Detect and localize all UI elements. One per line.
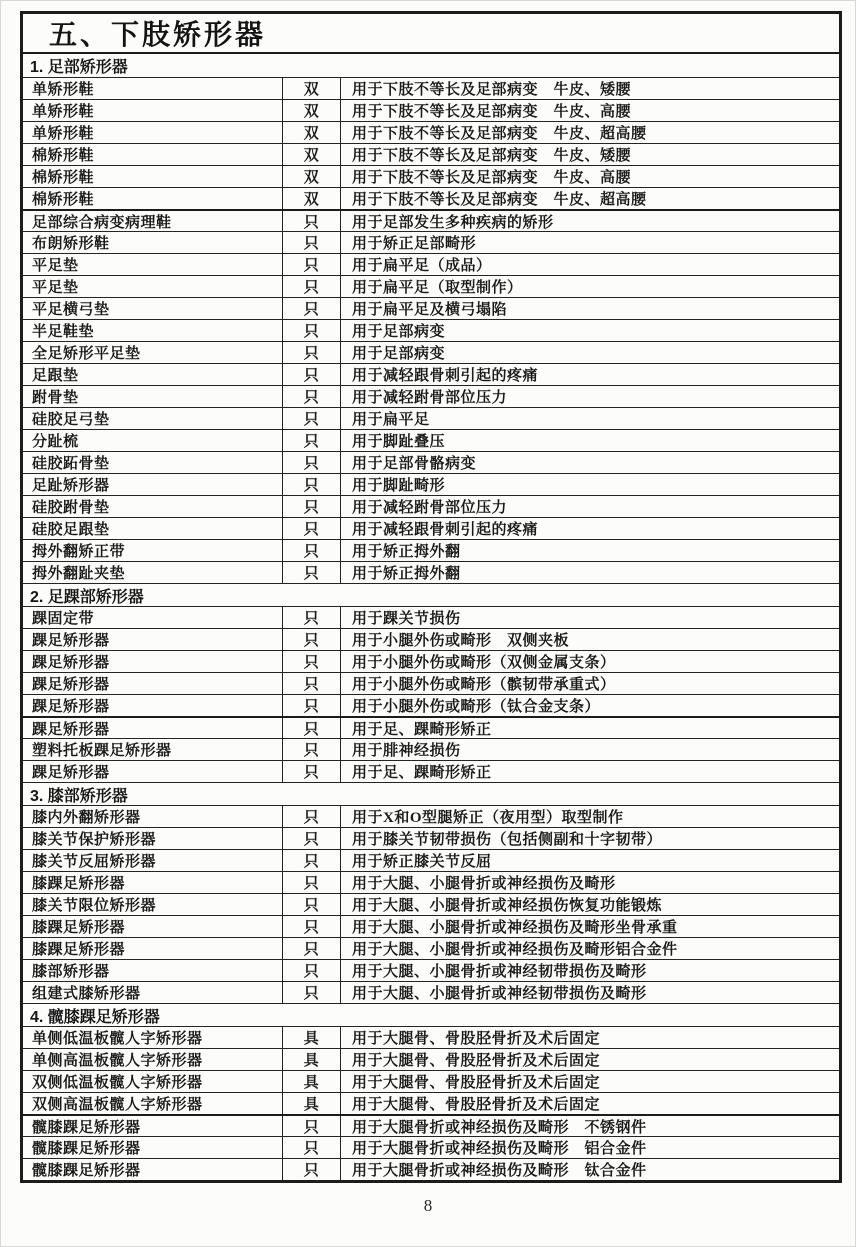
name-cell: 膝关节反屈矫形器 [23, 850, 283, 871]
name-cell: 平足垫 [23, 254, 283, 275]
unit-cell: 只 [283, 960, 341, 981]
desc-cell: 用于扁平足 [352, 412, 430, 428]
table-row [23, 473, 839, 495]
name-cell: 踝足矫形器 [23, 629, 283, 650]
desc-cell: 用于小腿外伤或畸形（髌韧带承重式） [352, 677, 616, 693]
unit-cell: 只 [283, 607, 341, 628]
desc-cell: 用于大腿骨、骨股胫骨折及术后固定 [352, 1031, 601, 1047]
table-row [23, 716, 839, 738]
unit-cell: 只 [283, 806, 341, 827]
desc-cell: 用于扁平足（取型制作） [352, 280, 523, 296]
orthosis-table [20, 11, 842, 1183]
unit-cell: 只 [283, 496, 341, 517]
name-cell: 拇外翻矫正带 [23, 540, 283, 561]
desc-cell: 用于大腿骨、骨股胫骨折及术后固定 [352, 1053, 601, 1069]
name-cell: 平足垫 [23, 276, 283, 297]
unit-cell: 只 [283, 651, 341, 672]
name-cell: 分趾梳 [23, 430, 283, 451]
name-cell: 布朗矫形鞋 [23, 232, 283, 253]
unit-cell: 只 [283, 938, 341, 959]
unit-cell: 具 [283, 1027, 341, 1048]
name-cell: 跗骨垫 [23, 386, 283, 407]
desc-cell: 用于下肢不等长及足部病变 牛皮、高腰 [352, 104, 632, 120]
name-cell: 足趾矫形器 [23, 474, 283, 495]
unit-cell: 具 [283, 1049, 341, 1070]
unit-cell: 双 [283, 188, 341, 209]
name-cell: 棉矫形鞋 [23, 166, 283, 187]
name-cell: 硅胶跖骨垫 [23, 452, 283, 473]
table-title [23, 14, 839, 54]
table-row [23, 209, 839, 231]
table-row [23, 341, 839, 363]
desc-cell: 用于减轻跟骨刺引起的疼痛 [352, 522, 539, 538]
table-row [23, 231, 839, 253]
table-row [23, 606, 839, 628]
desc-cell: 用于扁平足（成品） [352, 258, 492, 274]
desc-cell: 用于腓神经损伤 [352, 743, 461, 759]
table-row [23, 187, 839, 209]
table-row [23, 805, 839, 827]
table-row [23, 407, 839, 429]
desc-cell: 用于大腿骨折或神经损伤及畸形 不锈钢件 [352, 1119, 647, 1136]
table-row [23, 1114, 839, 1136]
table-row [23, 451, 839, 473]
name-cell: 棉矫形鞋 [23, 144, 283, 165]
desc-cell: 用于脚趾叠压 [352, 434, 446, 450]
name-cell: 单矫形鞋 [23, 100, 283, 121]
name-cell: 膝部矫形器 [23, 960, 283, 981]
table-row [23, 959, 839, 981]
page-number: 8 [423, 1196, 433, 1215]
section-header: 3. 膝部矫形器 [23, 782, 839, 805]
name-cell: 踝固定带 [23, 607, 283, 628]
name-cell: 硅胶足跟垫 [23, 518, 283, 539]
unit-cell: 只 [283, 320, 341, 341]
unit-cell: 只 [283, 518, 341, 539]
unit-cell: 只 [283, 1159, 341, 1180]
desc-cell: 用于下肢不等长及足部病变 牛皮、矮腰 [352, 148, 632, 164]
desc-cell: 用于下肢不等长及足部病变 牛皮、高腰 [352, 170, 632, 186]
name-cell: 单侧低温板髋人字矫形器 [23, 1027, 283, 1048]
desc-cell: 用于大腿、小腿骨折或神经损伤及畸形 [352, 876, 616, 892]
unit-cell: 只 [283, 718, 341, 738]
desc-cell: 用于矫正拇外翻 [352, 544, 461, 560]
unit-cell: 双 [283, 100, 341, 121]
table-row [23, 275, 839, 297]
desc-cell: 用于小腿外伤或畸形（双侧金属支条） [352, 655, 616, 671]
table-row [23, 760, 839, 782]
desc-cell: 用于大腿骨折或神经损伤及畸形 铝合金件 [352, 1141, 647, 1157]
name-cell: 硅胶足弓垫 [23, 408, 283, 429]
desc-cell: 用于矫正足部畸形 [352, 236, 477, 252]
unit-cell: 只 [283, 1137, 341, 1158]
name-cell: 双侧高温板髋人字矫形器 [23, 1093, 283, 1114]
desc-cell: 用于减轻跗骨部位压力 [352, 390, 508, 406]
name-cell: 单矫形鞋 [23, 78, 283, 99]
name-cell: 足跟垫 [23, 364, 283, 385]
desc-cell: 用于足、踝畸形矫正 [352, 765, 492, 781]
unit-cell: 只 [283, 364, 341, 385]
unit-cell: 只 [283, 430, 341, 451]
table-row [23, 827, 839, 849]
unit-cell: 只 [283, 739, 341, 760]
unit-cell: 只 [283, 1116, 341, 1136]
desc-cell: 用于大腿骨、骨股胫骨折及术后固定 [352, 1097, 601, 1113]
table-row [23, 915, 839, 937]
name-cell: 拇外翻趾夹垫 [23, 562, 283, 583]
name-cell: 膝踝足矫形器 [23, 916, 283, 937]
table-row [23, 319, 839, 341]
desc-cell: 用于减轻跟骨刺引起的疼痛 [352, 368, 539, 384]
unit-cell: 只 [283, 298, 341, 319]
name-cell: 足部综合病变病理鞋 [23, 211, 283, 231]
name-cell: 平足横弓垫 [23, 298, 283, 319]
desc-cell: 用于足部发生多种疾病的矫形 [352, 214, 554, 231]
name-cell: 踝足矫形器 [23, 761, 283, 782]
unit-cell: 具 [283, 1071, 341, 1092]
table-row [23, 694, 839, 716]
table-row [23, 363, 839, 385]
unit-cell: 只 [283, 452, 341, 473]
table-row [23, 1048, 839, 1070]
name-cell: 膝关节保护矫形器 [23, 828, 283, 849]
desc-cell: 用于下肢不等长及足部病变 牛皮、矮腰 [352, 82, 632, 98]
table-title-text: 五、下肢矫形器 [49, 19, 267, 50]
section-header: 2. 足踝部矫形器 [23, 583, 839, 606]
table-body [23, 54, 839, 1180]
table-row [23, 1136, 839, 1158]
table-row [23, 849, 839, 871]
desc-cell: 用于大腿骨折或神经损伤及畸形 钛合金件 [352, 1163, 647, 1179]
name-cell: 硅胶跗骨垫 [23, 496, 283, 517]
table-row [23, 143, 839, 165]
table-row [23, 937, 839, 959]
desc-cell: 用于下肢不等长及足部病变 牛皮、超高腰 [352, 192, 647, 208]
unit-cell: 具 [283, 1093, 341, 1114]
desc-cell: 用于踝关节损伤 [352, 611, 461, 627]
name-cell: 单侧高温板髋人字矫形器 [23, 1049, 283, 1070]
table-row [23, 650, 839, 672]
table-row [23, 561, 839, 583]
desc-cell: 用于X和O型腿矫正（夜用型）取型制作 [352, 810, 624, 826]
unit-cell: 只 [283, 342, 341, 363]
unit-cell: 只 [283, 894, 341, 915]
table-row [23, 77, 839, 99]
unit-cell: 只 [283, 828, 341, 849]
desc-cell: 用于大腿、小腿骨折或神经损伤及畸形铝合金件 [352, 942, 678, 958]
desc-cell: 用于大腿、小腿骨折或神经韧带损伤及畸形 [352, 986, 647, 1002]
unit-cell: 只 [283, 211, 341, 231]
name-cell: 踝足矫形器 [23, 695, 283, 716]
table-row [23, 429, 839, 451]
name-cell: 塑料托板踝足矫形器 [23, 739, 283, 760]
desc-cell: 用于足、踝畸形矫正 [352, 721, 492, 738]
table-row [23, 738, 839, 760]
table-row [23, 628, 839, 650]
desc-cell: 用于足部病变 [352, 346, 446, 362]
unit-cell: 只 [283, 761, 341, 782]
name-cell: 髋膝踝足矫形器 [23, 1159, 283, 1180]
name-cell: 髋膝踝足矫形器 [23, 1116, 283, 1136]
desc-cell: 用于脚趾畸形 [352, 478, 446, 494]
name-cell: 双侧低温板髋人字矫形器 [23, 1071, 283, 1092]
table-row [23, 539, 839, 561]
unit-cell: 只 [283, 850, 341, 871]
unit-cell: 只 [283, 254, 341, 275]
table-row [23, 672, 839, 694]
section-header: 1. 足部矫形器 [30, 59, 128, 76]
unit-cell: 只 [283, 408, 341, 429]
desc-cell: 用于膝关节韧带损伤（包括侧副和十字韧带） [352, 832, 663, 848]
unit-cell: 只 [283, 916, 341, 937]
desc-cell: 用于足部骨骼病变 [352, 456, 477, 472]
unit-cell: 双 [283, 144, 341, 165]
name-cell: 髋膝踝足矫形器 [23, 1137, 283, 1158]
name-cell: 单矫形鞋 [23, 122, 283, 143]
name-cell: 棉矫形鞋 [23, 188, 283, 209]
unit-cell: 只 [283, 872, 341, 893]
table-row [23, 893, 839, 915]
table-row [23, 297, 839, 319]
desc-cell: 用于大腿、小腿骨折或神经损伤恢复功能锻炼 [352, 898, 663, 914]
section-header: 4. 髋膝踝足矫形器 [23, 1003, 839, 1026]
table-row [23, 871, 839, 893]
table-row [23, 981, 839, 1003]
name-cell: 半足鞋垫 [23, 320, 283, 341]
table-row [23, 121, 839, 143]
table-row [23, 1092, 839, 1114]
unit-cell: 双 [283, 166, 341, 187]
unit-cell: 只 [283, 232, 341, 253]
desc-cell: 用于减轻跗骨部位压力 [352, 500, 508, 516]
table-row [23, 1026, 839, 1048]
table-row [23, 385, 839, 407]
desc-cell: 用于下肢不等长及足部病变 牛皮、超高腰 [352, 126, 647, 142]
table-row [23, 165, 839, 187]
table-row [23, 253, 839, 275]
desc-cell: 用于扁平足及横弓塌陷 [352, 302, 508, 318]
desc-cell: 用于足部病变 [352, 324, 446, 340]
name-cell: 全足矫形平足垫 [23, 342, 283, 363]
name-cell: 踝足矫形器 [23, 718, 283, 738]
name-cell: 膝踝足矫形器 [23, 872, 283, 893]
name-cell: 踝足矫形器 [23, 651, 283, 672]
unit-cell: 只 [283, 474, 341, 495]
name-cell: 膝踝足矫形器 [23, 938, 283, 959]
unit-cell: 只 [283, 695, 341, 716]
name-cell: 膝关节限位矫形器 [23, 894, 283, 915]
unit-cell: 双 [283, 78, 341, 99]
desc-cell: 用于大腿、小腿骨折或神经韧带损伤及畸形 [352, 964, 647, 980]
table-row [23, 495, 839, 517]
desc-cell: 用于小腿外伤或畸形（钛合金支条） [352, 699, 601, 715]
unit-cell: 只 [283, 386, 341, 407]
desc-cell: 用于大腿、小腿骨折或神经损伤及畸形坐骨承重 [352, 920, 678, 936]
unit-cell: 只 [283, 982, 341, 1003]
unit-cell: 只 [283, 276, 341, 297]
desc-cell: 用于小腿外伤或畸形 双侧夹板 [352, 633, 570, 649]
name-cell: 踝足矫形器 [23, 673, 283, 694]
unit-cell: 只 [283, 562, 341, 583]
table-row [23, 1070, 839, 1092]
unit-cell: 只 [283, 629, 341, 650]
unit-cell: 双 [283, 122, 341, 143]
unit-cell: 只 [283, 673, 341, 694]
desc-cell: 用于矫正膝关节反屈 [352, 854, 492, 870]
name-cell: 膝内外翻矫形器 [23, 806, 283, 827]
table-row [23, 517, 839, 539]
table-row [23, 1158, 839, 1180]
desc-cell: 用于大腿骨、骨股胫骨折及术后固定 [352, 1075, 601, 1091]
name-cell: 组建式膝矫形器 [23, 982, 283, 1003]
unit-cell: 只 [283, 540, 341, 561]
desc-cell: 用于矫正拇外翻 [352, 566, 461, 582]
table-row [23, 99, 839, 121]
